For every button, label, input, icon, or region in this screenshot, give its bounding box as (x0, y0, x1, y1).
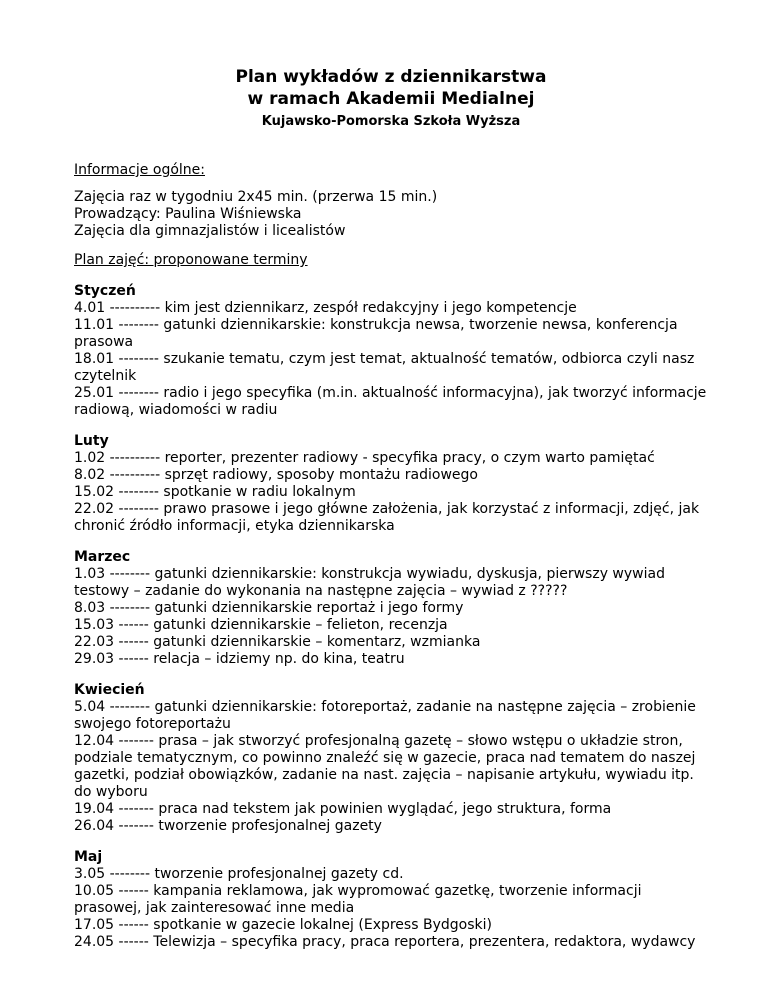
month-block-luty (74, 433, 708, 535)
schedule-entry: 8.03 -------- gatunki dziennikarskie reportaż i jego formy (74, 600, 464, 616)
general-info-section (74, 161, 708, 240)
month-block-marzec (74, 549, 708, 668)
schedule-entry: 15.03 ------ gatunki dziennikarskie – felieton, recenzja (74, 617, 448, 633)
month-block-styczen (74, 283, 708, 419)
schedule-section (74, 251, 708, 951)
month-name: Kwiecień (74, 682, 145, 698)
schedule-entry: 22.03 ------ gatunki dziennikarskie – komentarz, wzmianka (74, 634, 481, 650)
schedule-entry: 12.04 ------- prasa – jak stworzyć profesjonalną gazetę – słowo wstępu o układzie stron, podziale tematycznym, co powinno znaleźć się w gazecie, praca nad tematem do naszej gazetki, podział obowiązków, zadanie na nast. zajęcia – napisanie artykułu, wywiadu itp. do wyboru (74, 733, 696, 800)
schedule-entry: 10.05 ------ kampania reklamowa, jak wypromować gazetkę, tworzenie informacji prasowej, jak zainteresować inne media (74, 883, 642, 916)
schedule-entry: 26.04 ------- tworzenie profesjonalnej gazety (74, 818, 382, 834)
month-name: Maj (74, 849, 103, 865)
schedule-entry: 3.05 -------- tworzenie profesjonalnej gazety cd. (74, 866, 404, 882)
month-block-maj (74, 849, 708, 951)
schedule-heading: Plan zajęć: proponowane terminy (74, 252, 308, 268)
general-info-heading: Informacje ogólne: (74, 162, 205, 178)
schedule-entry: 17.05 ------ spotkanie w gazecie lokalnej (Express Bydgoski) (74, 917, 492, 933)
schedule-entry: 11.01 -------- gatunki dziennikarskie: konstrukcja newsa, tworzenie newsa, konferencja prasowa (74, 317, 678, 350)
schedule-entry: 1.02 ---------- reporter, prezenter radiowy - specyfika pracy, o czym warto pamiętać (74, 450, 655, 466)
document-subtitle: Kujawsko-Pomorska Szkoła Wyższa (261, 114, 521, 129)
schedule-entry: 19.04 ------- praca nad tekstem jak powinien wyglądać, jego struktura, forma (74, 801, 612, 817)
schedule-entry: 8.02 ---------- sprzęt radiowy, sposoby montażu radiowego (74, 467, 478, 483)
document-title-line-2: w ramach Akademii Medialnej (247, 89, 535, 109)
document-title-line-1: Plan wykładów z dziennikarstwa (235, 67, 547, 87)
schedule-entry: 25.01 -------- radio i jego specyfika (m.in. aktualność informacyjna), jak tworzyć informacje radiową, wiadomości w radiu (74, 385, 707, 418)
schedule-entry: 29.03 ------ relacja – idziemy np. do kina, teatru (74, 651, 405, 667)
schedule-entry: 24.05 ------ Telewizja – specyfika pracy, praca reportera, prezentera, redaktora, wydawcy (74, 934, 696, 950)
month-name: Styczeń (74, 283, 136, 299)
schedule-entry: 22.02 -------- prawo prasowe i jego główne założenia, jak korzystać z informacji, zdjęć, jak chronić źródło informacji, etyka dziennikarska (74, 501, 700, 534)
schedule-entry: 5.04 -------- gatunki dziennikarskie: fotoreportaż, zadanie na następne zajęcia – zrobienie swojego fotoreportażu (74, 699, 696, 732)
schedule-entry: 1.03 -------- gatunki dziennikarskie: konstrukcja wywiadu, dyskusja, pierwszy wywiad testowy – zadanie do wykonania na następne zajęcia – wywiad z ????? (74, 566, 665, 599)
general-info-line: Zajęcia raz w tygodniu 2x45 min. (przerwa 15 min.) (74, 189, 438, 205)
month-name: Marzec (74, 549, 131, 565)
general-info-line: Prowadzący: Paulina Wiśniewska (74, 206, 302, 222)
month-name: Luty (74, 433, 109, 449)
schedule-entry: 18.01 -------- szukanie tematu, czym jest temat, aktualność tematów, odbiorca czyli nasz czytelnik (74, 351, 695, 384)
schedule-entry: 4.01 ---------- kim jest dziennikarz, zespół redakcyjny i jego kompetencje (74, 300, 577, 316)
general-info-list (74, 189, 708, 240)
month-block-kwiecien (74, 682, 708, 835)
schedule-entry: 15.02 -------- spotkanie w radiu lokalnym (74, 484, 356, 500)
general-info-line: Zajęcia dla gimnazjalistów i licealistów (74, 223, 346, 239)
